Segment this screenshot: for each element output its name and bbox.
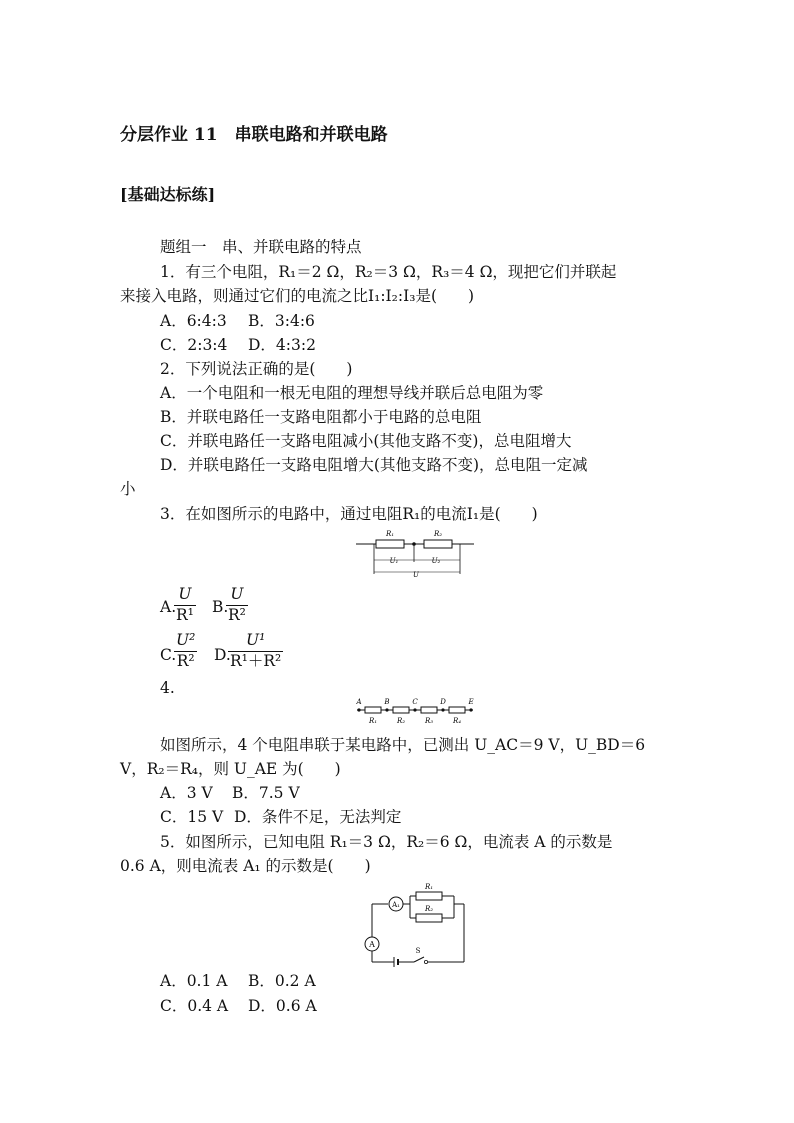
q5-option-d: D．0.6 A: [248, 997, 317, 1015]
q3-option-a-denominator: R¹: [176, 605, 194, 624]
q3-label-u2: U₂: [431, 557, 441, 565]
q3-option-d-label: D.: [214, 646, 231, 664]
q4-resistor-r3: R₃: [424, 717, 434, 725]
q1-line2: 来接入电路，则通过它们的电流之比I₁:I₂:I₃是( ): [120, 287, 475, 305]
q4-node-b: B: [384, 698, 390, 706]
q4-resistor-r2: R₂: [396, 717, 406, 725]
q3-label-r1: R₁: [385, 530, 395, 538]
q4-option-c: C．15 V: [160, 808, 224, 826]
q4-option-b: B．7.5 V: [232, 784, 300, 802]
q3-option-c-numerator: U²: [176, 631, 196, 649]
q3-option-c-denominator: R²: [176, 651, 195, 670]
q3-option-b-fraction: [226, 587, 248, 623]
q1-option-a: A．6:4:3: [160, 312, 227, 330]
q4-node-e: E: [468, 698, 474, 706]
q1-line1: 1．有三个电阻，R₁＝2 Ω，R₂＝3 Ω，R₃＝4 Ω，现把它们并联起: [160, 263, 617, 281]
q3-option-a-fraction: [174, 587, 196, 623]
q3-circuit-diagram: [356, 528, 474, 580]
q1-option-d: D．4:3:2: [248, 336, 316, 354]
q3-option-b-denominator: R²: [228, 605, 246, 624]
q4-line1: 如图所示，4 个电阻串联于某电路中，已测出 U_AC＝9 V，U_BD＝6: [160, 736, 646, 754]
q3-stem: 3．在如图所示的电路中，通过电阻R₁的电流I₁是( ): [160, 505, 538, 523]
q5-label-r1: R₁: [424, 883, 434, 891]
q3-option-d-numerator: U¹: [246, 631, 266, 649]
q4-resistor-r1: R₁: [368, 717, 378, 725]
q5-option-b: B．0.2 A: [248, 972, 316, 990]
q4-node-a: A: [356, 698, 362, 706]
q4-node-c: C: [412, 698, 418, 706]
q4-line2: V，R₂＝R₄，则 U_AE 为( ): [120, 760, 341, 778]
q2-option-a: A．一个电阻和一根无电阻的理想导线并联后总电阻为零: [160, 384, 544, 402]
q3-option-d-fraction: [228, 633, 283, 669]
q4-node-d: D: [440, 698, 446, 706]
q3-label-u1: U₁: [389, 557, 399, 565]
q5-option-c: C．0.4 A: [160, 997, 229, 1015]
q5-line1: 5．如图所示，已知电阻 R₁＝3 Ω，R₂＝6 Ω，电流表 A 的示数是: [160, 833, 613, 851]
q2-stem: 2．下列说法正确的是( ): [160, 360, 353, 378]
q3-option-a-label: A.: [160, 598, 177, 616]
q4-circuit-diagram: [355, 698, 475, 726]
q4-option-a: A．3 V: [160, 784, 213, 802]
q3-label-u: U: [413, 571, 419, 579]
q4-number: 4.: [160, 679, 175, 697]
q3-option-d-denominator: R¹＋R²: [230, 651, 282, 670]
q3-label-r2: R₂: [433, 530, 443, 538]
q3-option-c-fraction: [174, 633, 197, 669]
q2-option-d-line1: D．并联电路任一支路电阻增大(其他支路不变)，总电阻一定减: [160, 456, 588, 474]
page-title: 分层作业 11 串联电路和并联电路: [120, 125, 388, 145]
q5-ammeter-a-label: A: [369, 940, 375, 949]
group-title: 题组一 串、并联电路的特点: [160, 238, 362, 256]
q3-option-c-label: C.: [160, 646, 177, 664]
q4-resistor-r4: R₄: [452, 717, 462, 725]
q5-option-a: A．0.1 A: [160, 972, 228, 990]
q3-option-a-numerator: U: [178, 585, 192, 603]
q5-label-r2: R₂: [424, 905, 434, 913]
q1-option-c: C．2:3:4: [160, 336, 228, 354]
q5-line2: 0.6 A，则电流表 A₁ 的示数是( ): [120, 857, 371, 875]
q2-option-b: B．并联电路任一支路电阻都小于电路的总电阻: [160, 408, 482, 426]
q2-option-c: C．并联电路任一支路电阻减小(其他支路不变)，总电阻增大: [160, 432, 572, 450]
section-label: [基础达标练]: [120, 185, 216, 204]
q3-option-b-numerator: U: [230, 585, 244, 603]
q5-circuit-diagram: [358, 880, 470, 968]
q3-option-b-label: B.: [212, 598, 229, 616]
q4-option-d: D．条件不足，无法判定: [234, 808, 402, 826]
q2-option-d-line2: 小: [120, 480, 136, 498]
q5-switch-label: S: [415, 947, 421, 955]
q5-ammeter-a1-label: A₁: [392, 901, 400, 909]
q1-option-b: B．3:4:6: [248, 312, 315, 330]
